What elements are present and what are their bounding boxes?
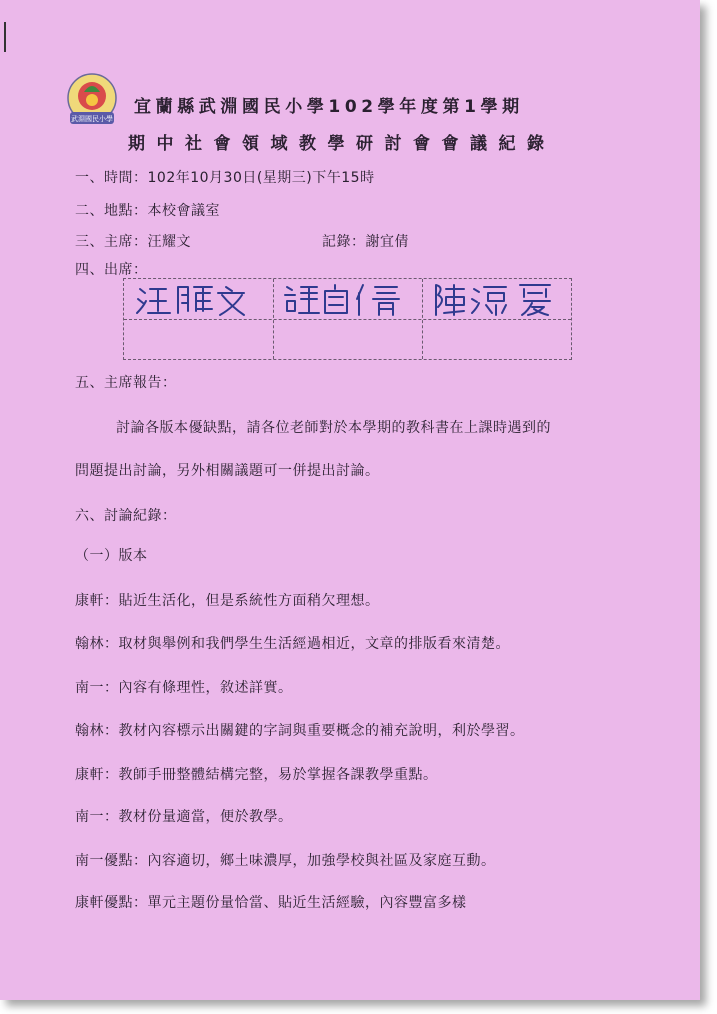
title-line-2: 期中社會領域教學研討會會議紀錄 [128, 134, 556, 154]
report-paragraph-line-1: 討論各版本優缺點，請各位老師對於本學期的教科書在上課時遇到的 [116, 420, 551, 436]
logo-text: 武淵國民小學 [71, 115, 113, 123]
meeting-chair: 三、主席：汪耀文 [75, 234, 191, 250]
title-line-1: 宜蘭縣武淵國民小學102學年度第1學期 [134, 97, 524, 117]
signature-1 [130, 279, 268, 319]
discussion-item: 翰林：教材內容標示出關鍵的字詞與重要概念的補充說明，利於學習。 [75, 723, 525, 739]
meeting-recorder: 記錄：謝宜倩 [322, 234, 409, 250]
discussion-label: 六、討論紀錄： [75, 508, 177, 524]
discussion-item: 南一：內容有條理性，敘述詳實。 [75, 680, 293, 696]
discussion-section-title: （一）版本 [75, 548, 148, 564]
meeting-place: 二、地點：本校會議室 [75, 203, 220, 219]
discussion-item: 南一優點：內容適切，鄉土味濃厚，加強學校與社區及家庭互動。 [75, 853, 496, 869]
report-label: 五、主席報告： [75, 375, 177, 391]
discussion-item: 康軒優點：單元主題份量恰當、貼近生活經驗，內容豐富多樣 [75, 895, 467, 911]
meeting-time: 一、時間：102年10月30日(星期三)下午15時 [75, 170, 375, 186]
discussion-item: 翰林：取材與舉例和我們學生生活經過相近，文章的排版看來清楚。 [75, 636, 510, 652]
signature-3 [428, 279, 566, 319]
attendees-label: 四、出席： [75, 262, 148, 278]
discussion-item: 康軒：貼近生活化，但是系統性方面稍欠理想。 [75, 593, 380, 609]
attendance-table [123, 278, 572, 360]
margin-mark [4, 22, 6, 52]
school-logo [64, 72, 120, 128]
discussion-item: 南一：教材份量適當，便於教學。 [75, 809, 293, 825]
discussion-item: 康軒：教師手冊整體結構完整，易於掌握各課教學重點。 [75, 767, 438, 783]
report-paragraph-line-2: 問題提出討論，另外相關議題可一併提出討論。 [75, 463, 380, 479]
signature-2 [279, 279, 417, 319]
